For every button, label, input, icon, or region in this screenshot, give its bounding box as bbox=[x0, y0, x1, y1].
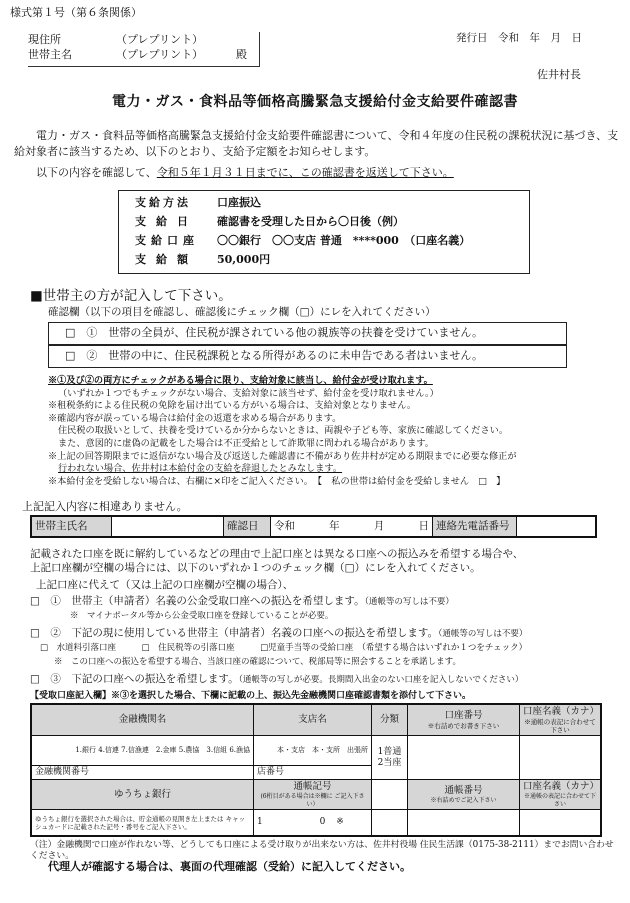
kigo-first: 1 bbox=[257, 817, 263, 828]
note-line: ※租税条約による住民税の免除を届け出ている方がいる場合は、支給対象となりません。 bbox=[48, 400, 417, 412]
type-header: 分類 bbox=[372, 705, 408, 736]
payment-row bbox=[135, 196, 529, 215]
note-line: （いずれか１つでもチェックがない場合、支給対象に該当せず、給付金を受け取れません。） bbox=[58, 387, 439, 399]
note-line: 行われない場合、佐井村は本給付金の支給を辞退したとみなします。 bbox=[58, 463, 343, 475]
kigo-mark: ※ bbox=[336, 817, 344, 828]
household-row bbox=[30, 515, 597, 538]
note-line: また、意図的に虚偽の記載をした場合は不正受給として詐欺罪に問われる場合があります。 bbox=[58, 437, 434, 449]
head-value: （プレプリント） bbox=[116, 48, 204, 61]
tsucho-kigo-label: 通帳記号 bbox=[293, 781, 332, 793]
payment-row bbox=[135, 253, 529, 272]
acct-no-field[interactable] bbox=[408, 736, 520, 780]
head-name-field[interactable] bbox=[112, 517, 224, 536]
option-2[interactable]: □ ② 下記の現に使用している世帯主（申請者）名義の口座への振込を希望します。（通帳等の写しは不要） bbox=[30, 627, 528, 639]
yucho-name-sub: ※通帳の表記に合わせて下さい bbox=[523, 793, 596, 808]
confirm-date-field[interactable] bbox=[271, 517, 433, 536]
note-line: ※上記の回答期限までに返信がない場合及び返送した確認書に不備があり佐井村が定める期限までに必要な修正が bbox=[48, 450, 517, 462]
tsucho-no-sub: ※右詰めでご記入下さい bbox=[430, 797, 497, 804]
yucho-name-field[interactable] bbox=[520, 810, 601, 836]
reiwa-label: 令和 bbox=[274, 519, 295, 532]
option-1-note: ※ マイナポータル等から公金受取口座を登録していることが必要。 bbox=[70, 611, 334, 621]
note-line: ※①及び②の両方にチェックがある場合に限り、支給対象に該当し、給付金が受け取れます。 bbox=[48, 375, 433, 386]
branch-code-field[interactable]: 店番号 bbox=[254, 766, 372, 780]
slash-cell bbox=[372, 780, 408, 810]
footer-proxy-note: 代理人が確認する場合は、裏面の代理確認（受給）に記入してください。 bbox=[48, 860, 411, 873]
yucho-label: ゆうちょ銀行 bbox=[32, 780, 254, 810]
account-instructions bbox=[30, 547, 615, 687]
section-title: ■世帯主の方が記入して下さい。 bbox=[30, 288, 232, 304]
payment-value: 50,000円 bbox=[217, 253, 271, 266]
note-line: 住民税の取扱いとして、扶養を受けているか分からないときは、両親や子ども等、家族に確認してください。 bbox=[58, 425, 509, 437]
payment-value: 口座振込 bbox=[217, 196, 261, 209]
acct-no-header: 口座番号 bbox=[444, 710, 483, 722]
slash-cell-2 bbox=[372, 810, 408, 836]
payment-label: 支給口座 bbox=[135, 234, 199, 247]
inst-code-field[interactable]: 金融機関番号 bbox=[32, 766, 254, 780]
payment-row bbox=[135, 234, 529, 253]
address-value: （プレプリント） bbox=[116, 33, 204, 46]
account-line: 記載された口座を既に解約しているなどの理由で上記口座とは異なる口座への振込みを希望する場合や、 bbox=[30, 548, 524, 560]
acct-name-sub: ※通帳の表記に合わせて下さい bbox=[524, 717, 596, 734]
acct-name-header: 口座名義（カナ） bbox=[523, 706, 600, 717]
head-name-label: 世帯主氏名 bbox=[32, 517, 112, 536]
acct-name-field[interactable] bbox=[520, 736, 601, 780]
confirm-date-label: 確認日 bbox=[224, 517, 271, 536]
contact-field[interactable] bbox=[517, 517, 595, 536]
address-block bbox=[28, 32, 260, 67]
institution-field[interactable]: 1.銀行 4.信連 7.信漁連 2.金庫 5.農協 3.信組 6.漁協 bbox=[32, 736, 254, 766]
intro-deadline bbox=[36, 166, 454, 180]
payment-label: 支給方法 bbox=[135, 196, 191, 209]
honorific: 殿 bbox=[236, 48, 247, 61]
tsucho-no-field[interactable] bbox=[408, 810, 520, 836]
bank-table bbox=[30, 703, 602, 837]
check-instruction: 確認欄（以下の項目を確認し、確認後にチェック欄（□）にレを入れてください） bbox=[48, 306, 436, 318]
payment-label: 支給日 bbox=[135, 215, 198, 228]
acknowledgement: 上記記入内容に相違ありません。 bbox=[22, 500, 188, 513]
option-3[interactable]: □ ③ 下記の口座への振込を希望します。（通帳等の写しが必要。長期間入出金のない口座を記入しないでください） bbox=[30, 673, 524, 685]
kigo-field[interactable] bbox=[254, 810, 372, 836]
year-label: 年 bbox=[329, 519, 340, 532]
deadline-prefix: 以下の内容を確認して、 bbox=[36, 166, 157, 179]
yucho-name-label: 口座名義（カナ） bbox=[523, 781, 600, 793]
document-title: 電力・ガス・食料品等価格高騰緊急支援給付金支給要件確認書 bbox=[112, 94, 518, 110]
contact-label: 連絡先電話番号 bbox=[433, 517, 517, 536]
check-item-1[interactable]: □ ① 世帯の全員が、住民税が課されている他の親族等の扶養を受けていません。 bbox=[48, 322, 567, 345]
form-number: 様式第１号（第６条関係） bbox=[10, 6, 142, 19]
payment-value: 〇〇銀行 〇〇支店 普通 ****000 （口座名義） bbox=[217, 234, 471, 247]
account-line: 上記口座に代えて（又は上記の口座欄が空欄の場合）、 bbox=[36, 579, 294, 591]
acct-no-sub: ※右詰めでお書き下さい bbox=[427, 721, 500, 730]
option-2-choices[interactable]: □ 水道料引落口座 □ 住民税等の引落口座 □児童手当等の受給口座 （希望する場合はいずれか１つをチェック） bbox=[40, 643, 528, 653]
payment-label: 支給額 bbox=[135, 253, 198, 266]
branch-field[interactable]: 本・支店 本・支所 出張所 bbox=[254, 736, 372, 766]
tsucho-kigo-sub: (6桁目がある場合は※欄に ご記入下さい） bbox=[260, 793, 365, 808]
option-1[interactable]: □ ① 世帯主（申請者）名義の公金受取口座への振込を希望します。（通帳等の写しは不要） bbox=[30, 595, 454, 607]
address-label: 現住所 bbox=[28, 33, 61, 46]
check-item-2[interactable]: □ ② 世帯の中に、住民税課税となる所得があるのに未申告である者はいません。 bbox=[48, 345, 567, 368]
notes bbox=[48, 375, 608, 488]
account-section-head: 【受取口座記入欄】※③を選択した場合、下欄に記載の上、振込先金融機関口座確認書類を添付して下さい。 bbox=[30, 691, 472, 701]
payment-row bbox=[135, 215, 529, 234]
type-field[interactable]: 1普通 2当座 bbox=[372, 736, 408, 780]
day-label: 日 bbox=[418, 519, 429, 532]
branch-header: 支店名 bbox=[254, 705, 372, 736]
payment-value: 確認書を受理した日から〇日後（例） bbox=[217, 215, 404, 228]
account-line: 上記口座欄が空欄の場合には、以下のいずれか１つのチェック欄（□）にレを入れてください。 bbox=[30, 562, 481, 574]
payment-box bbox=[118, 190, 530, 274]
month-label: 月 bbox=[373, 519, 385, 532]
institution-header: 金融機関名 bbox=[32, 705, 254, 736]
deadline-text: 令和５年１月３１日までに、この確認書を返送して下さい。 bbox=[156, 166, 454, 179]
tsucho-no-label: 通帳番号 bbox=[444, 785, 483, 797]
note-line[interactable]: ※本給付金を受給しない場合は、右欄に×印をご記入ください。 【 私の世帯は給付金を受給しません □ 】 bbox=[48, 475, 506, 487]
intro-paragraph: 電力・ガス・食料品等価格高騰緊急支援給付金支給要件確認書について、令和４年度の住民税の課税状況に基づき、支給対象者に該当するため、以下のとおり、支給予定額をお知らせします。 bbox=[14, 129, 619, 158]
option-2-note: ※ この口座への振込を希望する場合、当該口座の確認について、税部局等に照会することを承諾します。 bbox=[54, 657, 461, 667]
kigo-last: 0 bbox=[319, 817, 326, 828]
yucho-note: ゆうちょ銀行を選択された場合は、貯金通帳の見開き左上または キャッシュカードに記載された記号・番号をご記入下さい。 bbox=[32, 810, 254, 836]
head-label: 世帯主名 bbox=[28, 48, 72, 61]
footer-note: （注）金融機関で口座が作れない等、どうしても口座による受け取りが出来ない方は、佐井村役場 住民生活課（0175-38-2111）までお問い合わせください。 bbox=[30, 840, 614, 861]
issue-date: 発行日 令和 年 月 日 bbox=[456, 32, 582, 44]
issuer: 佐井村長 bbox=[537, 68, 581, 81]
note-line: ※確認内容が誤っている場合は給付金の返還を求める場合があります。 bbox=[48, 412, 342, 424]
